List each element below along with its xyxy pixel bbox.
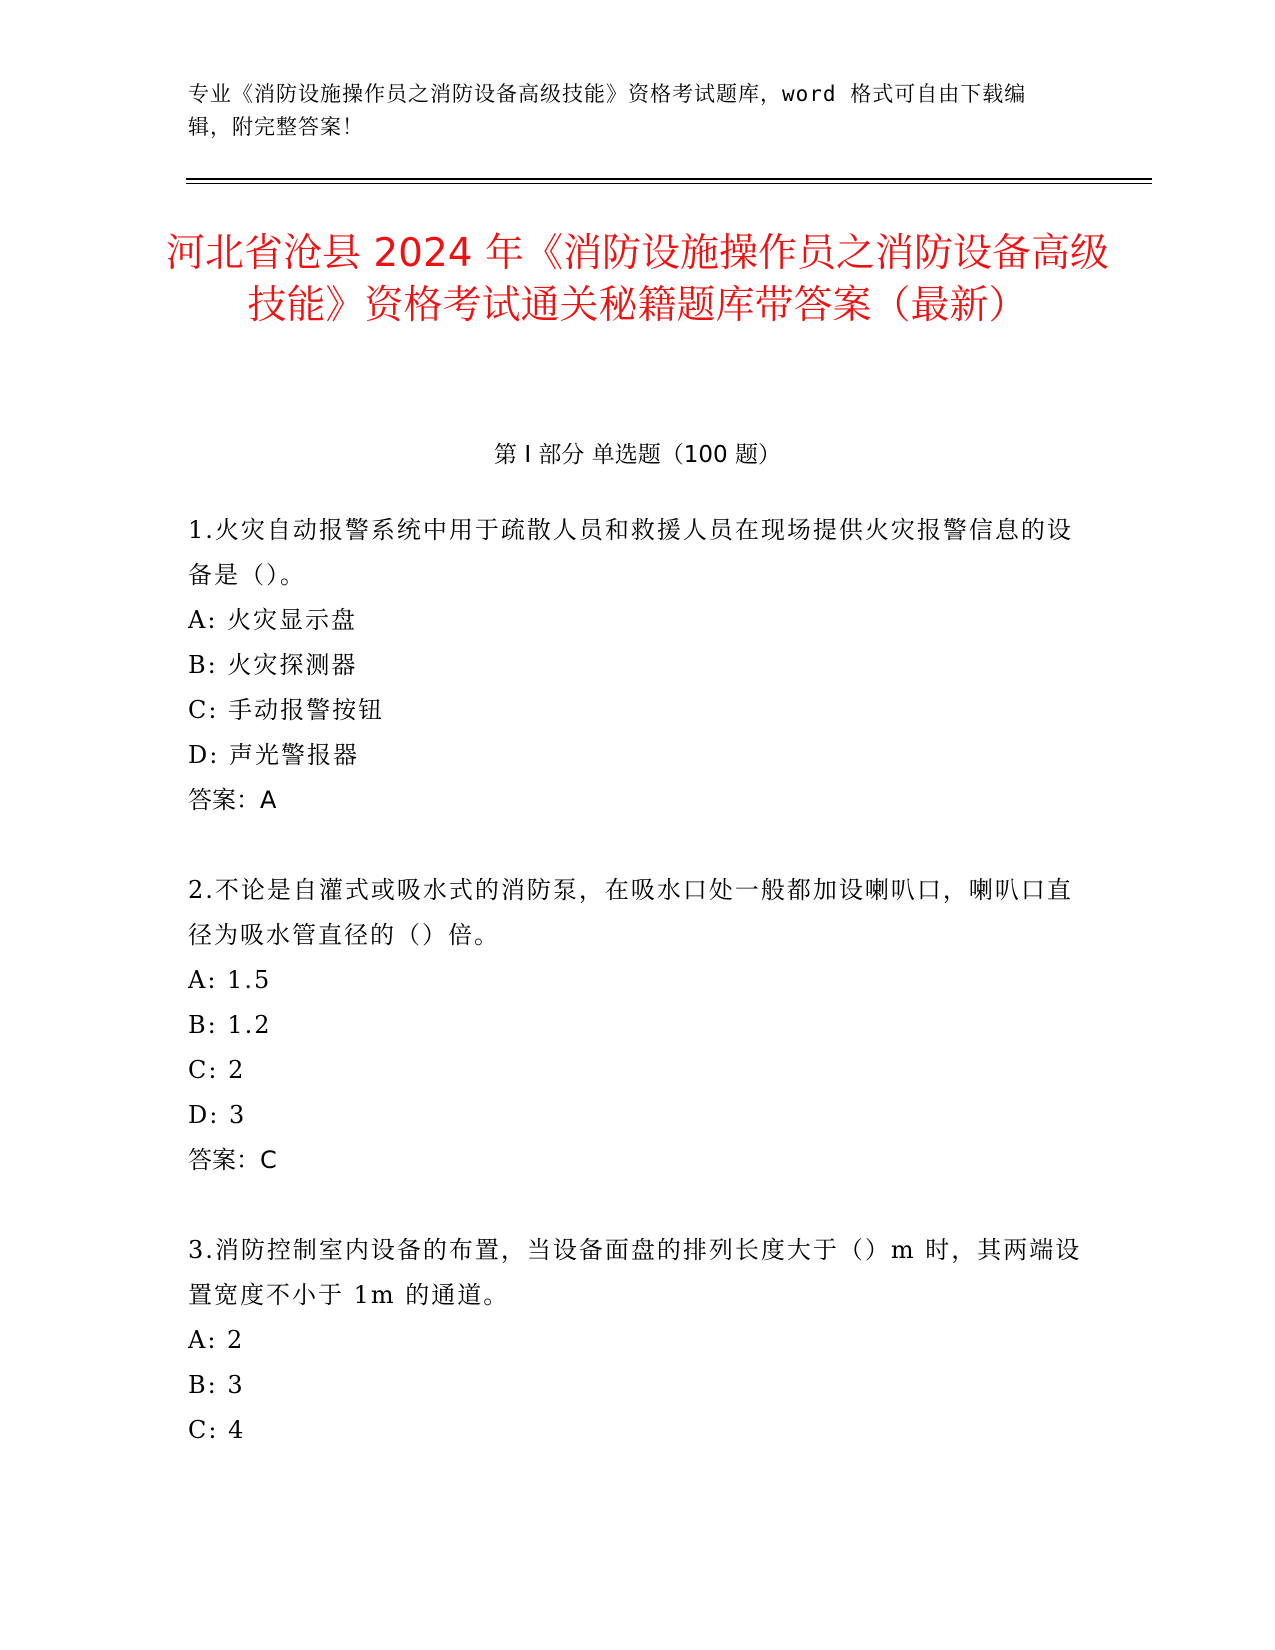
option-b: B: 1.2 [188, 1011, 272, 1039]
question-1 [188, 508, 1088, 823]
option-c: C: 4 [188, 1416, 246, 1444]
question-stem: 2.不论是自灌式或吸水式的消防泵，在吸水口处一般都加设喇叭口，喇叭口直径为吸水管直径的（）倍。 [188, 876, 1073, 949]
option-c: C: 手动报警按钮 [188, 696, 385, 724]
option-a: A: 2 [188, 1326, 245, 1354]
answer-label: 答案：A [188, 786, 277, 814]
option-a: A: 1.5 [188, 966, 272, 994]
option-a: A: 火灾显示盘 [188, 606, 358, 634]
document-title: 河北省沧县 2024 年《消防设施操作员之消防设备高级技能》资格考试通关秘籍题库带答案（最新） [165, 231, 1110, 328]
question-3 [188, 1228, 1088, 1453]
header-note: 专业《消防设施操作员之消防设备高级技能》资格考试题库，word 格式可自由下载编辑，附完整答案！ [188, 82, 1027, 139]
header-rule-thick [186, 178, 1152, 180]
section-heading: 第 I 部分 单选题（100 题） [494, 442, 781, 468]
option-b: B: 火灾探测器 [188, 651, 358, 679]
answer-label: 答案：C [188, 1146, 277, 1174]
option-d: D: 声光警报器 [188, 741, 359, 769]
option-c: C: 2 [188, 1056, 246, 1084]
option-b: B: 3 [188, 1371, 245, 1399]
question-2 [188, 868, 1088, 1183]
header-rule-thin [186, 183, 1152, 184]
question-stem: 3.消防控制室内设备的布置，当设备面盘的排列长度大于（）m 时，其两端设置宽度不小于 1m 的通道。 [188, 1236, 1082, 1309]
question-stem: 1.火灾自动报警系统中用于疏散人员和救援人员在现场提供火灾报警信息的设备是（）。 [188, 516, 1073, 589]
option-d: D: 3 [188, 1101, 247, 1129]
